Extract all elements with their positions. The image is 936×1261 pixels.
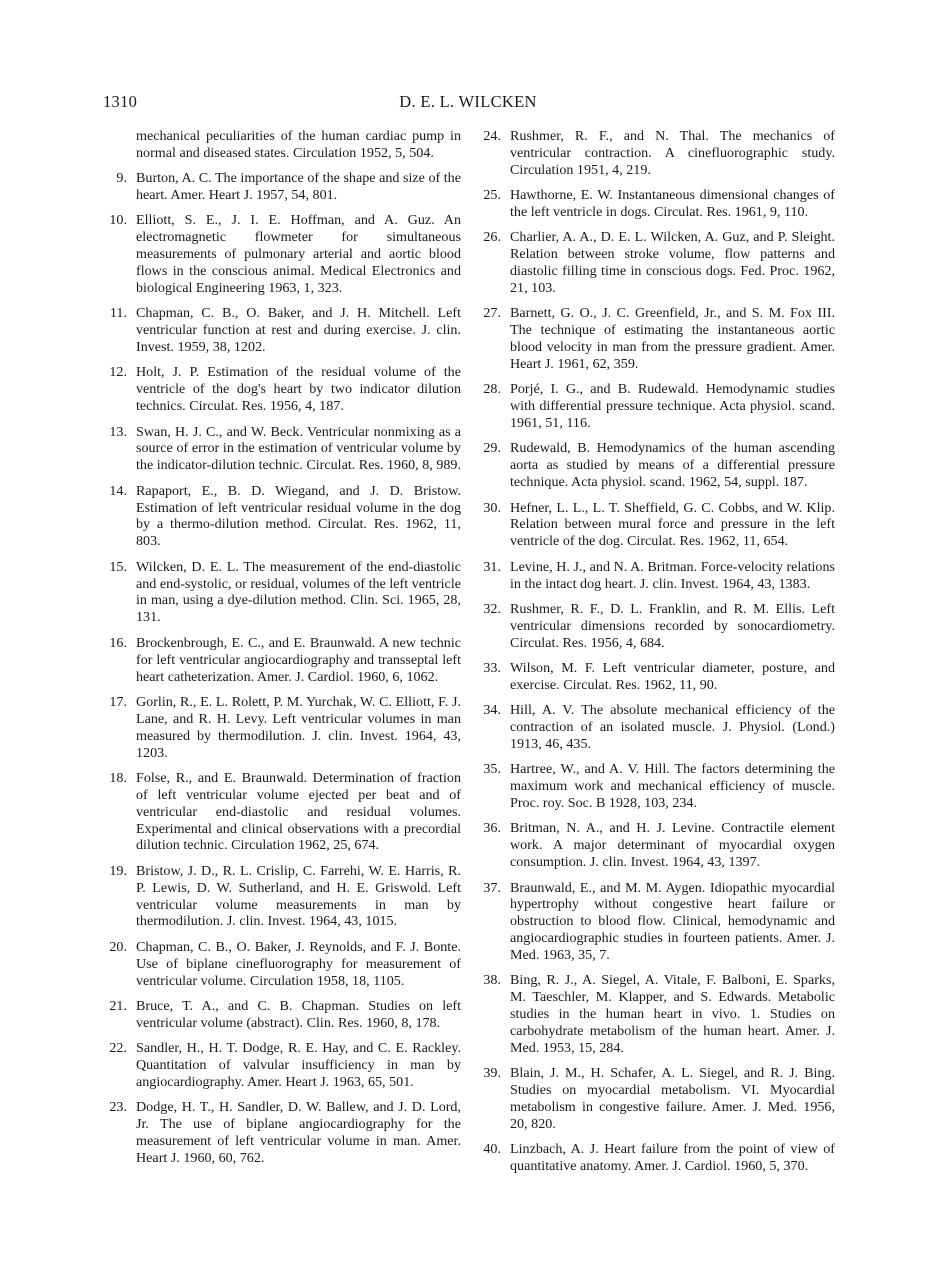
reference-number: 21. xyxy=(109,997,127,1014)
reference-entry xyxy=(475,381,835,432)
reference-text: Barnett, G. O., J. C. Greenfield, Jr., and S. M. Fox III. The technique of estimating the instantaneous aortic blood velocity in man from the pressure gradient. Amer. Heart J. 1961, 62, 359. xyxy=(510,305,835,373)
reference-number: 16. xyxy=(109,634,127,651)
reference-text: Rudewald, B. Hemodynamics of the human ascending aorta as studied by means of a differential pressure technique. Acta physiol. scand. 1962, 54, suppl. 187. xyxy=(510,440,835,491)
reference-text: Bing, R. J., A. Siegel, A. Vitale, F. Balboni, E. Sparks, M. Taeschler, M. Klapper, and S. Edwards. Metabolic studies in the human heart in vivo. 1. Studies on carbohydrate metabolism of the human heart. Amer. J. Med. 1953, 15, 284. xyxy=(510,972,835,1057)
reference-entry xyxy=(101,635,461,686)
reference-text: Braunwald, E., and M. M. Aygen. Idiopathic myocardial hypertrophy without congestive heart failure or obstruction to blood flow. Clinical, hemodynamic and angiocardiographic studies in fourteen patients. Amer. J. Med. 1963, 35, 7. xyxy=(510,879,835,964)
reference-text: Levine, H. J., and N. A. Britman. Force-velocity relations in the intact dog heart. J. clin. Invest. 1964, 43, 1383. xyxy=(510,558,835,592)
reference-text: Hill, A. V. The absolute mechanical efficiency of the contraction of an isolated muscle. J. Physiol. (Lond.) 1913, 46, 435. xyxy=(510,702,835,752)
reference-text: mechanical peculiarities of the human cardiac pump in normal and diseased states. Circulation 1952, 5, 504. xyxy=(136,128,461,161)
reference-number: 39. xyxy=(483,1065,501,1082)
reference-text: Blain, J. M., H. Schafer, A. L. Siegel, and R. J. Bing. Studies on myocardial metabolism. VI. Myocardial metabolism in congestive failure. Amer. J. Med. 1956, 20, 820. xyxy=(510,1065,835,1133)
reference-text: Swan, H. J. C., and W. Beck. Ventricular nonmixing as a source of error in the estimation of ventricular volume by the indicator-dilution technic. Circulat. Res. 1960, 8, 989. xyxy=(136,423,461,474)
reference-entry xyxy=(475,601,835,652)
reference-text: Linzbach, A. J. Heart failure from the point of view of quantitative anatomy. Amer. J. Cardiol. 1960, 5, 370. xyxy=(510,1141,835,1175)
reference-text: Porjé, I. G., and B. Rudewald. Hemodynamic studies with differential pressure technique. Acta physiol. scand. 1961, 51, 116. xyxy=(510,381,835,432)
reference-number: 14. xyxy=(109,482,127,499)
reference-entry xyxy=(475,702,835,753)
reference-text: Bruce, T. A., and C. B. Chapman. Studies on left ventricular volume (abstract). Clin. Res. 1960, 8, 178. xyxy=(136,997,461,1031)
reference-text: Holt, J. P. Estimation of the residual volume of the ventricle of the dog's heart by two indicator dilution technics. Circulat. Res. 1956, 4, 187. xyxy=(136,364,461,415)
reference-entry xyxy=(101,305,461,356)
reference-entry xyxy=(475,972,835,1057)
reference-text: Burton, A. C. The importance of the shape and size of the heart. Amer. Heart J. 1957, 54, 801. xyxy=(136,170,461,204)
reference-number: 40. xyxy=(483,1141,501,1158)
reference-text: Britman, N. A., and H. J. Levine. Contractile element work. A major determinant of myocardial oxygen consumption. J. clin. Invest. 1964, 43, 1397. xyxy=(510,820,835,871)
reference-entry xyxy=(475,1141,835,1175)
reference-number: 25. xyxy=(483,187,501,204)
reference-entry xyxy=(475,500,835,551)
reference-text: Bristow, J. D., R. L. Crislip, C. Farrehi, W. E. Harris, R. P. Lewis, D. W. Sutherland, and H. E. Griswold. Left ventricular volume measurements in man by thermodilution. J. clin. Invest. 1964, 43, 1015. xyxy=(136,862,461,930)
reference-text: Hawthorne, E. W. Instantaneous dimensional changes of the left ventricle in dogs. Circulat. Res. 1961, 9, 110. xyxy=(510,187,835,221)
reference-entry xyxy=(101,364,461,415)
reference-entry xyxy=(475,229,835,297)
references-left-column xyxy=(101,128,461,1175)
reference-text: Folse, R., and E. Braunwald. Determination of fraction of left ventricular volume ejected per beat and of ventricular end-diastolic and residual volumes. Experimental and clinical observations with a precordial dilution technic. Circulation 1962, 25, 674. xyxy=(136,769,461,854)
reference-number: 12. xyxy=(109,364,127,381)
reference-entry xyxy=(475,559,835,593)
reference-text: Rushmer, R. F., and N. Thal. The mechanics of ventricular contraction. A cinefluorographic study. Circulation 1951, 4, 219. xyxy=(510,128,835,178)
reference-number: 30. xyxy=(483,499,501,516)
reference-entry xyxy=(101,483,461,551)
references-right-column xyxy=(475,128,835,1184)
reference-text: Brockenbrough, E. C., and E. Braunwald. A new technic for left ventricular angiocardiography and transseptal left heart catheterization. Amer. J. Cardiol. 1960, 6, 1062. xyxy=(136,634,461,685)
reference-number: 36. xyxy=(483,820,501,837)
reference-text: Hefner, L. L., L. T. Sheffield, G. C. Cobbs, and W. Klip. Relation between mural force and pressure in the left ventricle of the dog. Circulat. Res. 1962, 11, 654. xyxy=(510,499,835,550)
reference-entry xyxy=(475,440,835,491)
reference-number: 17. xyxy=(109,693,127,710)
reference-number: 34. xyxy=(483,702,501,719)
reference-entry xyxy=(475,761,835,812)
reference-text: Charlier, A. A., D. E. L. Wilcken, A. Guz, and P. Sleight. Relation between stroke volume, flow patterns and diastolic filling time in conscious dogs. Fed. Proc. 1962, 21, 103. xyxy=(510,229,835,297)
reference-number: 15. xyxy=(109,558,127,575)
reference-entry xyxy=(101,863,461,931)
reference-number: 32. xyxy=(483,600,501,617)
reference-number: 27. xyxy=(483,305,501,322)
reference-text: Dodge, H. T., H. Sandler, D. W. Ballew, and J. D. Lord, Jr. The use of biplane angiocardiography for the measurement of left ventricular volume in man. Amer. Heart J. 1960, 60, 762. xyxy=(136,1099,461,1166)
reference-text: Wilcken, D. E. L. The measurement of the end-diastolic and end-systolic, or residual, volumes of the left ventricle in man, using a dye-dilution method. Clin. Sci. 1965, 28, 131. xyxy=(136,558,461,626)
page-number: 1310 xyxy=(103,92,138,111)
reference-entry xyxy=(101,170,461,204)
reference-number: 13. xyxy=(109,423,127,440)
reference-text: Wilson, M. F. Left ventricular diameter, posture, and exercise. Circulat. Res. 1962, 11, 90. xyxy=(510,659,835,693)
reference-entry xyxy=(101,939,461,990)
reference-number: 28. xyxy=(483,381,501,398)
reference-number: 18. xyxy=(109,769,127,786)
reference-number: 35. xyxy=(483,761,501,778)
reference-entry xyxy=(475,880,835,965)
reference-text: Sandler, H., H. T. Dodge, R. E. Hay, and C. E. Rackley. Quantitation of valvular insufficiency in man by angiocardiography. Amer. Heart J. 1963, 65, 501. xyxy=(136,1040,461,1090)
reference-number: 31. xyxy=(483,558,501,575)
reference-entry xyxy=(475,660,835,694)
reference-entry xyxy=(101,212,461,297)
running-head-author: D. E. L. WILCKEN xyxy=(399,92,537,111)
reference-entry xyxy=(101,128,461,162)
reference-text: Gorlin, R., E. L. Rolett, P. M. Yurchak, W. C. Elliott, F. J. Lane, and R. H. Levy. Left ventricular volumes in man measured by thermodilution. J. clin. Invest. 1964, 43, 1203. xyxy=(136,693,461,761)
reference-entry xyxy=(101,1040,461,1091)
reference-text: Chapman, C. B., O. Baker, and J. H. Mitchell. Left ventricular function at rest and during exercise. J. clin. Invest. 1959, 38, 1202. xyxy=(136,305,461,356)
reference-number: 33. xyxy=(483,659,501,676)
reference-entry xyxy=(101,998,461,1032)
reference-number: 38. xyxy=(483,972,501,989)
reference-entry xyxy=(475,187,835,221)
reference-entry xyxy=(101,424,461,475)
reference-text: Elliott, S. E., J. I. E. Hoffman, and A. Guz. An electromagnetic flowmeter for simultaneous measurements of pulmonary arterial and aortic blood flows in the conscious animal. Medical Electronics and biological Engineering 1963, 1, 323. xyxy=(136,212,461,297)
reference-number: 23. xyxy=(109,1099,127,1116)
reference-number: 29. xyxy=(483,440,501,457)
reference-entry xyxy=(475,820,835,871)
running-header xyxy=(103,92,833,116)
reference-number: 19. xyxy=(109,862,127,879)
reference-number: 10. xyxy=(109,212,127,229)
reference-entry xyxy=(101,770,461,855)
reference-number: 9. xyxy=(116,170,127,187)
reference-entry xyxy=(101,559,461,627)
reference-entry xyxy=(475,305,835,373)
reference-text: Hartree, W., and A. V. Hill. The factors determining the maximum work and mechanical efficiency of muscle. Proc. roy. Soc. B 1928, 103, 234. xyxy=(510,761,835,812)
reference-entry xyxy=(101,694,461,762)
reference-number: 22. xyxy=(109,1040,127,1057)
reference-entry xyxy=(475,1065,835,1133)
reference-text: Rushmer, R. F., D. L. Franklin, and R. M. Ellis. Left ventricular dimensions recorded by sonocardiometry. Circulat. Res. 1956, 4, 684. xyxy=(510,600,835,651)
reference-number: 11. xyxy=(109,305,127,322)
reference-entry xyxy=(101,1099,461,1167)
reference-text: Chapman, C. B., O. Baker, J. Reynolds, and F. J. Bonte. Use of biplane cinefluorography for measurement of ventricular volume. Circulation 1958, 18, 1105. xyxy=(136,938,461,989)
reference-number: 24. xyxy=(483,128,501,144)
reference-number: 37. xyxy=(483,879,501,896)
reference-text: Rapaport, E., B. D. Wiegand, and J. D. Bristow. Estimation of left ventricular residual volume in the dog by a thermo-dilution method. Circulat. Res. 1962, 11, 803. xyxy=(136,482,461,550)
reference-entry xyxy=(475,128,835,179)
reference-number: 26. xyxy=(483,229,501,246)
reference-number: 20. xyxy=(109,938,127,955)
